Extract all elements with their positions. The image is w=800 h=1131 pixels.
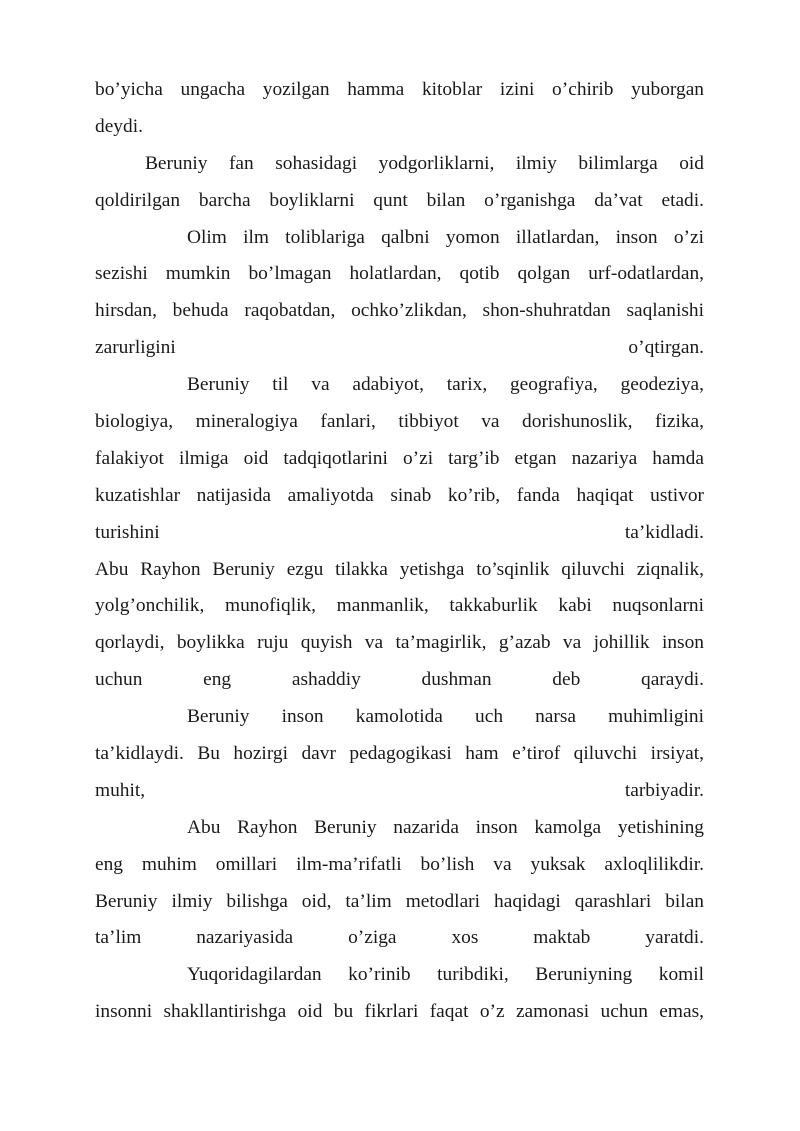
- text-line: biologiya, mineralogiya fanlari, tibbiyot va dorishunoslik, fizika,: [95, 411, 704, 433]
- body-text: [95, 72, 704, 1031]
- text-line: Abu Rayhon Beruniy ezgu tilakka yetishga to’sqinlik qiluvchi ziqnalik,: [95, 558, 704, 580]
- text-line: ta’lim nazariyasida o’ziga xos maktab yaratdi.: [95, 927, 704, 949]
- text-line: deydi.: [95, 115, 143, 137]
- text-line: insonni shakllantirishga oid bu fikrlari faqat o’z zamonasi uchun emas,: [95, 1001, 704, 1023]
- text-line: turishini ta’kidladi.: [95, 521, 704, 543]
- text-line: Abu Rayhon Beruniy nazarida inson kamolga yetishining: [187, 816, 704, 838]
- text-line: bo’yicha ungacha yozilgan hamma kitoblar izini o’chirib yuborgan: [95, 79, 704, 100]
- text-line: eng muhim omillari ilm-ma’rifatli bo’lish va yuksak axloqlilikdir.: [95, 853, 704, 875]
- text-line: sezishi mumkin bo’lmagan holatlardan, qotib qolgan urf-odatlardan,: [95, 263, 704, 285]
- text-line: hirsdan, behuda raqobatdan, ochko’zlikdan, shon-shuhratdan saqlanishi: [95, 300, 704, 322]
- text-line: qorlaydi, boylikka ruju quyish va ta’magirlik, g’azab va johillik inson: [95, 632, 704, 654]
- text-line: Yuqoridagilardan ko’rinib turibdiki, Beruniyning komil: [187, 964, 704, 986]
- text-line: Beruniy til va adabiyot, tarix, geografiya, geodeziya,: [187, 374, 704, 396]
- text-line: ta’kidlaydi. Bu hozirgi davr pedagogikasi ham e’tirof qiluvchi irsiyat,: [95, 743, 704, 765]
- text-line: Olim ilm toliblariga qalbni yomon illatlardan, inson o’zi: [187, 226, 704, 248]
- text-line: yolg’onchilik, munofiqlik, manmanlik, takkaburlik kabi nuqsonlarni: [95, 595, 704, 617]
- text-line: qoldirilgan barcha boyliklarni qunt bilan o’rganishga da’vat etadi.: [95, 189, 704, 211]
- text-line: Beruniy fan sohasidagi yodgorliklarni, ilmiy bilimlarga oid: [145, 152, 704, 174]
- text-line: uchun eng ashaddiy dushman deb qaraydi.: [95, 669, 704, 691]
- text-line: zarurligini o’qtirgan.: [95, 337, 704, 359]
- text-line: muhit, tarbiyadir.: [95, 779, 704, 801]
- text-line: kuzatishlar natijasida amaliyotda sinab ko’rib, fanda haqiqat ustivor: [95, 484, 704, 506]
- text-line: falakiyot ilmiga oid tadqiqotlarini o’zi targ’ib etgan nazariya hamda: [95, 447, 704, 469]
- text-line: Beruniy ilmiy bilishga oid, ta’lim metodlari haqidagi qarashlari bilan: [95, 890, 704, 912]
- text-line: Beruniy inson kamolotida uch narsa muhimligini: [187, 706, 704, 728]
